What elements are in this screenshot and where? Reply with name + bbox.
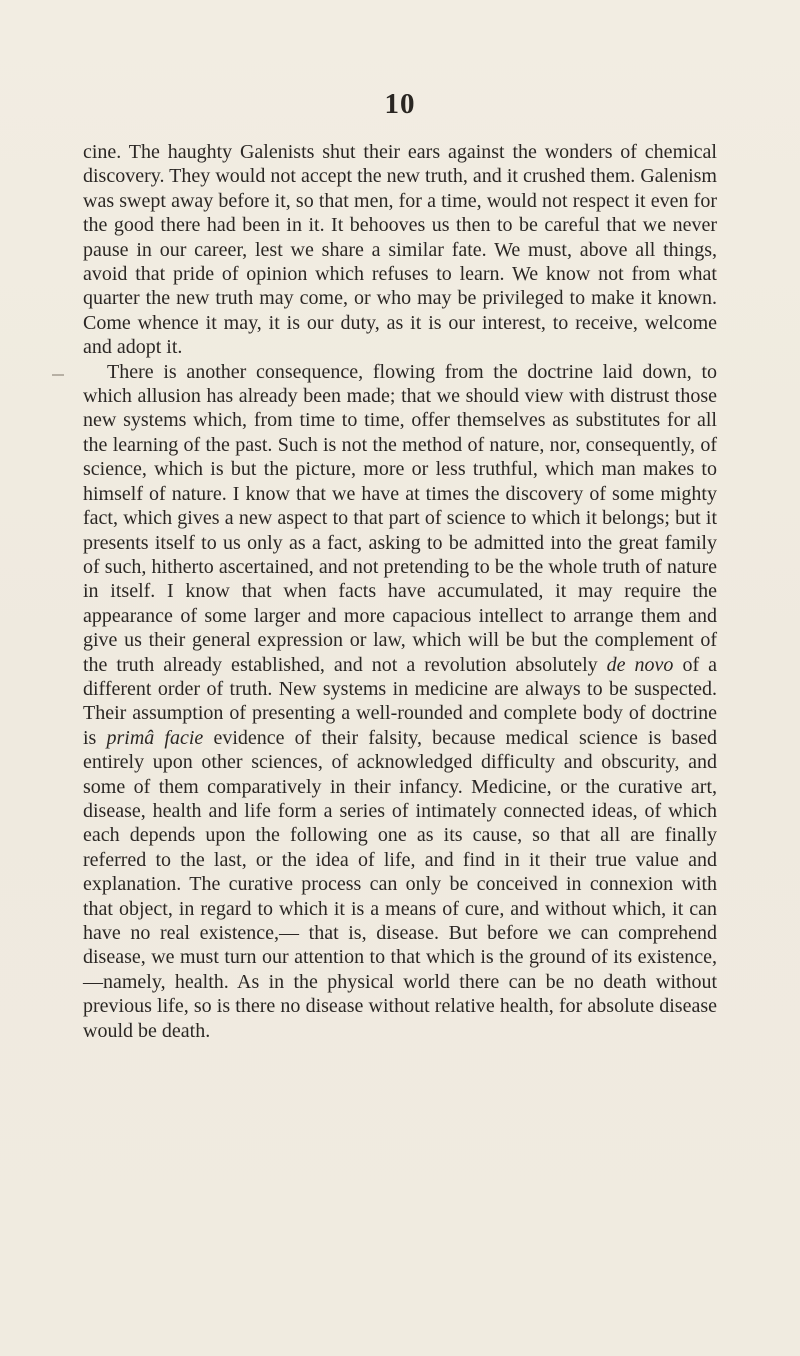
- paragraph-2: [83, 360, 717, 1043]
- paragraph-2-text-b: of a different order of truth. New systems in medicine are always to be suspected. Their assumption of presenting a well-rounded and complete body of doctrine is: [83, 653, 717, 749]
- italic-de-novo: de novo: [606, 653, 674, 676]
- italic-prima-facie: primâ facie: [106, 726, 204, 749]
- paragraph-2-text-c: evidence of their falsity, because medical science is based entirely upon other sciences, of acknowledged difficulty and obscurity, and some of them comparatively in their infancy. Medicine, or the curative art, disease, health and life form a series of intimately connected ideas, of which each depends upon the following one as its cause, so that all are finally referred to the last, or the idea of life, and find in it their true value and explanation. The curative process can only be conceived in connexion with that object, in regard to which it is a means of cure, and without which, it can have no real existence,— that is, disease. But before we can comprehend disease, we must turn our attention to that which is the ground of its existence,—namely, health. As in the physical world there can be no death without previous life, so is there no disease without relative health, for absolute disease would be death.: [83, 726, 717, 1042]
- body-text: [83, 140, 717, 1043]
- paragraph-2-text-a: There is another consequence, flowing from the doctrine laid down, to which allusion has already been made; that we should view with distrust those new systems which, from time to time, offer themselves as substitutes for all the learning of the past. Such is not the method of nature, nor, consequently, of science, which is but the picture, more or less truthful, which man makes to himself of nature. I know that we have at times the discovery of some mighty fact, which gives a new aspect to that part of science to which it belongs; but it presents itself to us only as a fact, asking to be admitted into the great family of such, hitherto ascertained, and not pretending to be the whole truth of nature in itself. I know that when facts have accumulated, it may require the appearance of some larger and more capacious intellect to arrange them and give us their general expression or law, which will be but the complement of the truth already established, and not a revolution absolutely: [83, 360, 717, 676]
- paragraph-1-text: cine. The haughty Galenists shut their ears against the wonders of chemical discovery. They would not accept the new truth, and it crushed them. Galenism was swept away before it, so that men, for a time, would not respect it even for the good there had been in it. It behooves us then to be careful that we never pause in our career, lest we share a similar fate. We must, above all things, avoid that pride of opinion which refuses to learn. We know not from what quarter the new truth may come, or who may be privileged to make it known. Come whence it may, it is our duty, as it is our interest, to receive, welcome and adopt it.: [83, 141, 717, 359]
- margin-mark: [52, 374, 64, 376]
- paragraph-1: [83, 140, 717, 360]
- page-number: 10: [384, 88, 416, 120]
